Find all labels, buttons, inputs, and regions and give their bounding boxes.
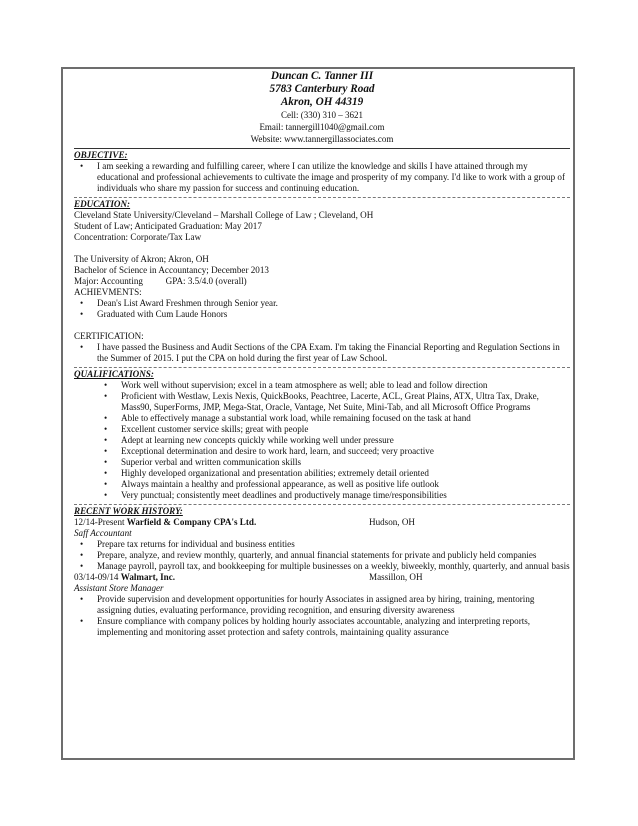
cell-phone: Cell: (330) 310 – 3621 <box>281 110 363 120</box>
qualifications-title: QUALIFICATIONS: <box>74 369 154 379</box>
certification-title: CERTIFICATION: <box>74 331 144 341</box>
objective-section <box>74 150 570 194</box>
website: Website: www.tannergillassociates.com <box>250 134 394 144</box>
address-city: Akron, OH 44319 <box>280 96 364 108</box>
job-company: Walmart, Inc. <box>120 572 176 582</box>
candidate-name: Duncan C. Tanner III <box>270 70 374 82</box>
job-entry <box>74 517 570 572</box>
objective-title: OBJECTIVE: <box>74 150 128 160</box>
divider <box>74 148 570 149</box>
qualification-item: • Superior verbal and written communication skills <box>74 457 570 468</box>
objective-text: • I am seeking a rewarding and fulfilling career, where I can utilize the knowledge and skills I have attained through my educational and professional achievements to cultivate the image and prosperity of my company. I'd like to work with a group of individuals who share my passion for success and continuing education. <box>74 161 570 194</box>
address-street: 5783 Canterbury Road <box>269 83 375 95</box>
job-bullet: • Ensure compliance with company polices by holding hourly associates accountable, analyzing and interpreting reports, implementing and monitoring asset protection and safety controls, maintaining quality assurance <box>74 616 570 638</box>
major-gpa: Major: Accounting GPA: 3.5/4.0 (overall) <box>74 276 247 286</box>
job-bullet: • Manage payroll, payroll tax, and bookkeeping for multiple businesses on a weekly, biweekly, monthly, quarterly, and annual basis <box>74 561 570 572</box>
certification-item: • I have passed the Business and Audit Sections of the CPA Exam. I'm taking the Financial Reporting and Regulation Sections in the Summer of 2015. I put the CPA on hold during the first year of Law School. <box>74 342 570 364</box>
job-dates: 03/14-09/14 <box>74 572 119 582</box>
qualification-item: • Proficient with Westlaw, Lexis Nexis, QuickBooks, Peachtree, Lacerte, ACL, Great Plains, ATX, Ultra Tax, Drake, Mass90, SuperForms, JMP, Mega-Stat, Oracle, Vantage, Net Suite, Mini-Tab, and all Microsoft Office Programs <box>74 391 570 413</box>
job-location: Hudson, OH <box>369 517 415 527</box>
qualification-item: • Exceptional determination and desire to work hard, learn, and succeed; very proactive <box>74 446 570 457</box>
job-bullet: • Prepare, analyze, and review monthly, quarterly, and annual financial statements for private and publicly held companies <box>74 550 570 561</box>
qualification-item: • Adept at learning new concepts quickly while working well under pressure <box>74 435 570 446</box>
qualifications-section <box>74 369 570 501</box>
qualification-item: • Highly developed organizational and presentation abilities; extremely detail oriented <box>74 468 570 479</box>
education-section <box>74 199 570 364</box>
job-dates: 12/14-Present <box>74 517 125 527</box>
work-section <box>74 506 570 638</box>
qualification-item: • Always maintain a healthy and professional appearance, as well as positive life outlook <box>74 479 570 490</box>
job-bullet: • Provide supervision and development opportunities for hourly Associates in assigned area by hiring, training, mentoring assigning duties, evaluating performance, providing recognition, and ensuring diversity awareness <box>74 594 570 616</box>
achievement-item: • Graduated with Cum Laude Honors <box>74 309 570 320</box>
divider <box>74 367 570 368</box>
achievements-title: ACHIEVMENTS: <box>74 287 142 297</box>
concentration: Concentration: Corporate/Tax Law <box>74 232 202 242</box>
job-company: Warfield & Company CPA's Ltd. <box>126 517 257 527</box>
job-bullet: • Prepare tax returns for individual and business entities <box>74 539 570 550</box>
resume-content <box>74 70 570 638</box>
qualification-item: • Work well without supervision; excel in a team atmosphere as well; able to lead and follow direction <box>74 380 570 391</box>
achievement-item: • Dean's List Award Freshmen through Senior year. <box>74 298 570 309</box>
work-title: RECENT WORK HISTORY: <box>74 506 183 516</box>
job-location: Massillon, OH <box>369 572 423 582</box>
qualification-item: • Able to effectively manage a substantial work load, while remaining focused on the task at hand <box>74 413 570 424</box>
job-entry <box>74 572 570 638</box>
school-1: Cleveland State University/Cleveland – Marshall College of Law ; Cleveland, OH <box>74 210 374 220</box>
resume-header <box>74 70 570 145</box>
divider <box>74 197 570 198</box>
job-role: Assistant Store Manager <box>74 583 164 593</box>
divider <box>74 504 570 505</box>
job-role: Saff Accountant <box>74 528 132 538</box>
qualification-item: • Excellent customer service skills; great with people <box>74 424 570 435</box>
degree-1: Student of Law; Anticipated Graduation: May 2017 <box>74 221 262 231</box>
school-2: The University of Akron; Akron, OH <box>74 254 209 264</box>
email: Email: tannergill1040@gmail.com <box>259 122 385 132</box>
qualification-item: • Very punctual; consistently meet deadlines and productively manage time/responsibilities <box>74 490 570 501</box>
degree-2: Bachelor of Science in Accountancy; December 2013 <box>74 265 269 275</box>
education-title: EDUCATION: <box>74 199 131 209</box>
